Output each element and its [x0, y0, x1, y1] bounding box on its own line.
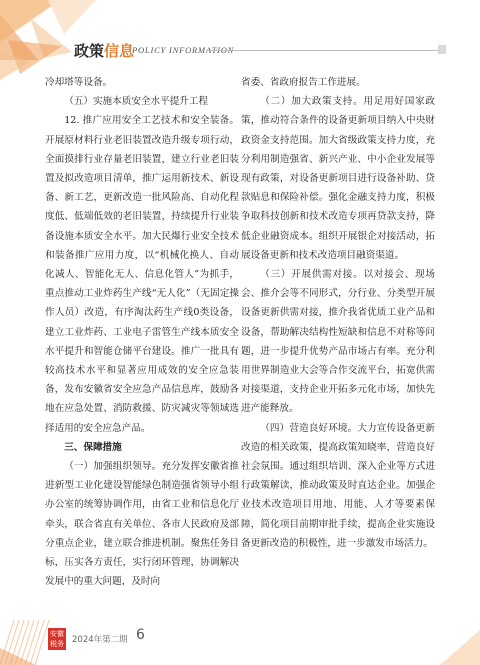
header-box-marker	[438, 45, 446, 54]
header-rule	[210, 50, 440, 51]
paragraph-organization: （一）加强组织领导。充分发挥安徽省推进新型工业化建设智能绿色制造强省领导小组办公室的统筹协调作用，由省工业和信息化厅牵头，联合省直有关单位、各市人民政府及部分重点企业，建立联合推进机制。聚焦任务目标，压实各方责任，实行闭环管理，协调解决发展中的重大问题，及时向	[45, 461, 239, 588]
page-number: 6	[136, 627, 145, 643]
heading-safeguards: 三、保障措施	[64, 441, 122, 453]
paragraph-report-progress: 省委、省政府报告工作进展。	[241, 77, 366, 88]
section-title-accent: 信息	[104, 42, 135, 60]
section-title-main: 政策	[74, 42, 105, 60]
section-title	[74, 40, 134, 61]
footer-decoration	[0, 590, 480, 665]
paragraph-policy-support: （二）加大政策支持。用足用好国家政策，推动符合条件的设备更新项目纳入中央财政资金支持范围。加大省级政策支持力度，充分利用制造强省、新兴产业、中小企业发展等现有政策，对设备更新项目进行设备补助、贷款贴息和保险补偿。强化金融支持力度，积极争取科技创新和技术改造专项再贷款支持，降低企业融资成本。组织开展银企对接活动，拓展设备更新和技术改造项目融资渠道。	[241, 96, 435, 261]
paragraph-environment: （四）营造良好环境。大力宣传设备更新改造的相关政策，提高政策知晓率，营造良好社会氛围。通过组织培训、深入企业等方式进行政策解读，推动政策及时直达企业。加强企业技术改造项目用地、用能、人才等要素保障，简化项目前期审批手续，提高企业实施设备更新改造的积极性，进一步激发市场活力。	[241, 422, 435, 549]
issue-label: 2024年第二期	[72, 635, 128, 645]
right-column	[241, 73, 435, 553]
subheading-safety-upgrade: （五）实施本质安全水平提升工程	[64, 96, 209, 108]
left-column	[45, 73, 239, 591]
paragraph-safety-technology: 12. 推广应用安全工艺技术和安全装备。开展原材料行业老旧装置改造升级专项行动，全面摸排行业存量老旧装置，建立行业老旧装置及拟改造项目清单，推广运用新技术、新设备、新工艺，更新改造一批风险高、自动化程度低、低端低效的老旧装置，持续提升行业装备设施本质安全水平。加大民爆行业安全技术和装备推广应用力度，以“机械化换人、自动化减人、智能化无人、信息化管人”为抓手，重点推动工业炸药生产线“无人化”（无固定操作人员）改造，有序淘汰药生产线0类设备，建立工业炸药、工业电子雷管生产线本质安全水平提升和智能仓储平台建设。推广一批具有较高技术水平和显著应用成效的安全应急装备，发布安徽省安全应急产品信息库，鼓励各地在应急处置、消防救援、防灾减灾等领域选择适用的安全应急产品。	[45, 115, 239, 434]
publication-logo: 安徽 税务	[50, 630, 64, 648]
paragraph-supply-demand: （三）开展供需对接。以对接会、现场会、推介会等不同形式，分行业、分类型开展设备更新供需对接，推介我省优质工业产品和设备，帮助解决结构性短缺和信息不对称等问题，进一步提升优势产品市场占有率。充分利用世界制造业大会等合作交流平台，拓宽供需对接渠道，支持企业开拓多元化市场，加快先进产能释放。	[241, 269, 435, 415]
paragraph-continued: 冷却塔等设备。	[45, 77, 113, 88]
section-title-english: POLICY INFORMATION	[132, 45, 235, 55]
